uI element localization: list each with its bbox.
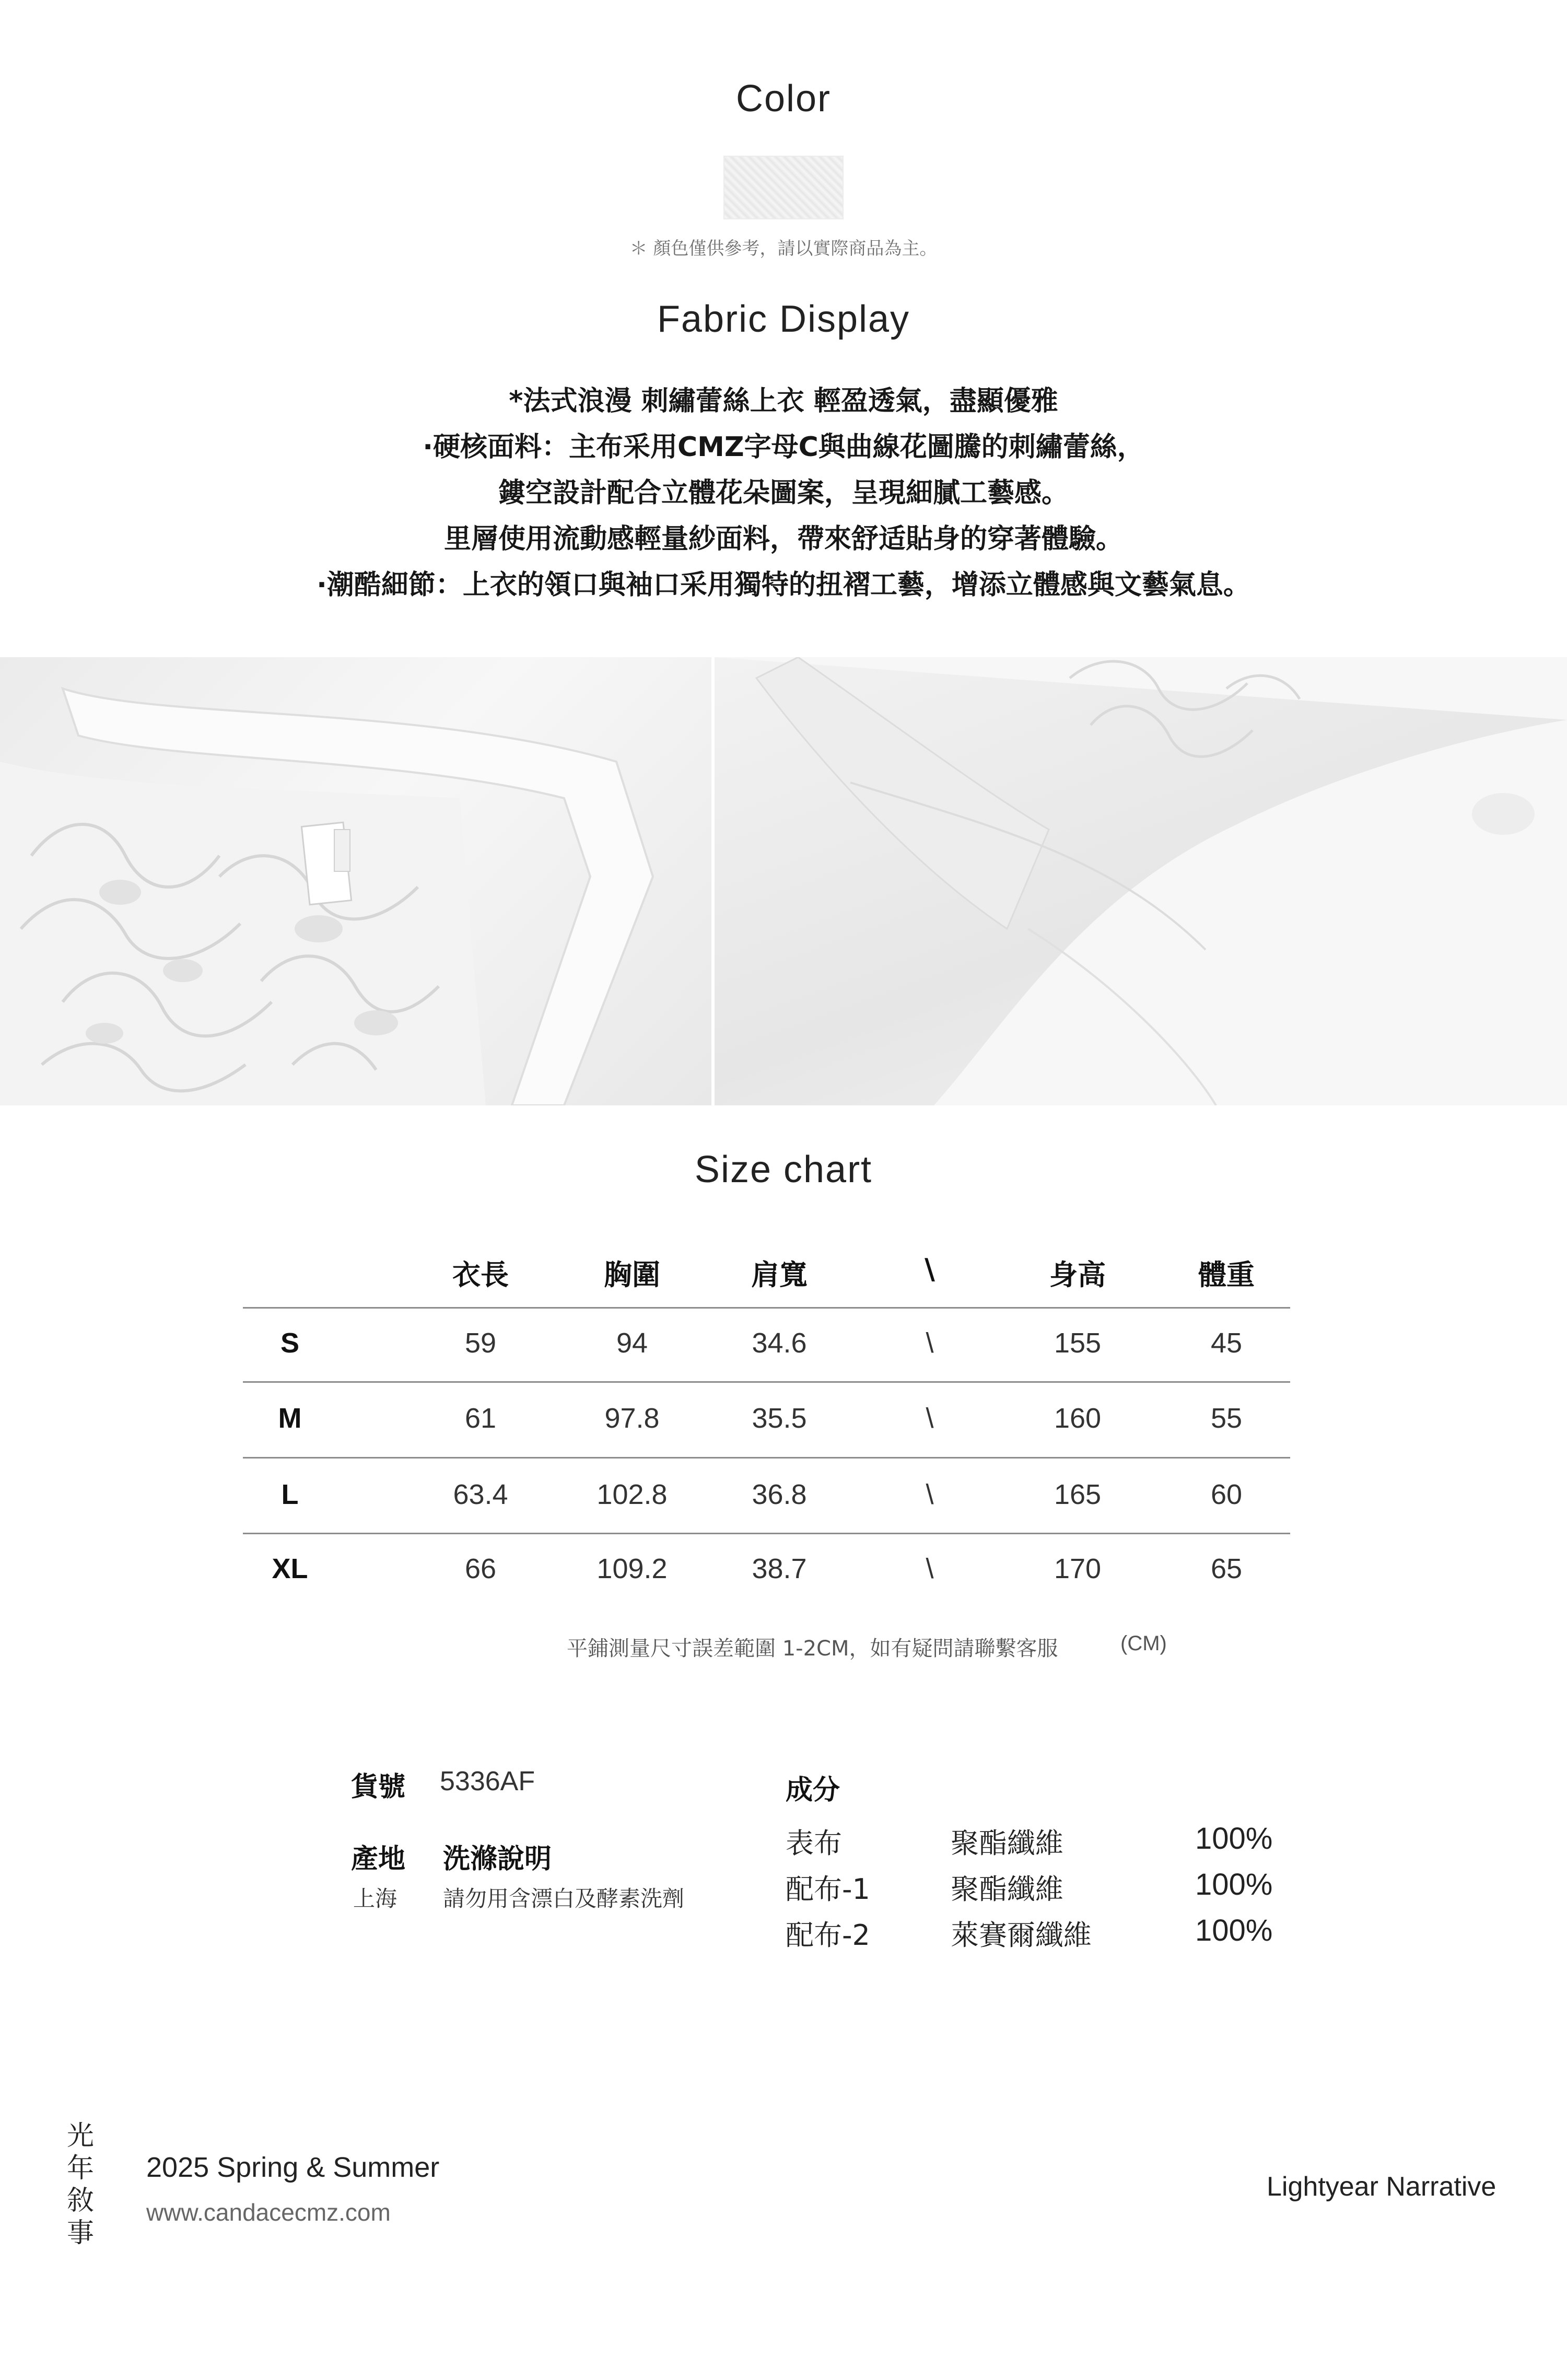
size-chart-header xyxy=(0,1253,1567,1289)
cell-shoulder: 34.6 xyxy=(752,1327,807,1359)
composition-title: 成分 xyxy=(786,1775,840,1806)
cell-height: 160 xyxy=(1054,1403,1102,1434)
sku-value: 5336AF xyxy=(440,1766,535,1796)
wash-value: 請勿用含漂白及酵素洗劑 xyxy=(443,1886,685,1911)
table-divider xyxy=(243,1381,1290,1383)
brand-vertical xyxy=(65,2120,96,2249)
size-label: L xyxy=(281,1479,299,1510)
cell-sleeve: \ xyxy=(926,1327,934,1359)
color-title: Color xyxy=(735,78,832,120)
composition-material: 聚酯纖維 xyxy=(951,1873,1063,1906)
cell-shoulder: 38.7 xyxy=(752,1553,807,1584)
brand-char: 敘 xyxy=(66,2185,94,2216)
cell-length: 66 xyxy=(464,1553,497,1584)
table-row xyxy=(0,1478,1567,1515)
brand-char: 光 xyxy=(66,2120,94,2152)
cell-sleeve: \ xyxy=(926,1553,934,1584)
fabric-line-3: 鏤空設計配合立體花朵圖案，呈現細膩工藝感。 xyxy=(498,477,1069,509)
fabric-description xyxy=(0,378,1567,608)
fabric-line-1: *法式浪漫 刺繡蕾絲上衣 輕盈透氣，盡顯優雅 xyxy=(509,386,1058,417)
table-divider xyxy=(243,1457,1290,1459)
cell-length: 61 xyxy=(464,1403,497,1434)
fabric-photo-sleeve xyxy=(715,657,1567,1105)
cell-height: 155 xyxy=(1054,1327,1102,1359)
size-chart-unit: (CM) xyxy=(1120,1632,1167,1655)
table-row xyxy=(0,1402,1567,1439)
origin-value: 上海 xyxy=(353,1886,397,1911)
fabric-title: Fabric Display xyxy=(657,298,910,340)
wash-label: 洗滌說明 xyxy=(443,1844,552,1875)
fabric-line-4: 里層使用流動感輕量紗面料，帶來舒适貼身的穿著體驗。 xyxy=(443,523,1123,555)
sku-label: 貨號 xyxy=(351,1771,406,1803)
composition-part: 配布-1 xyxy=(786,1873,870,1906)
table-divider xyxy=(243,1533,1290,1534)
cell-height: 170 xyxy=(1054,1553,1102,1584)
composition-material: 萊賽爾纖維 xyxy=(951,1919,1092,1952)
header-shoulder: 肩寬 xyxy=(751,1258,808,1291)
origin-label: 產地 xyxy=(351,1844,406,1875)
size-chart-title: Size chart xyxy=(694,1149,873,1191)
composition-percent: 100% xyxy=(1195,1868,1273,1901)
cell-sleeve: \ xyxy=(926,1403,934,1434)
fabric-photo-collar xyxy=(0,657,711,1105)
composition-part: 配布-2 xyxy=(786,1919,870,1952)
cell-weight: 45 xyxy=(1210,1327,1243,1359)
cell-sleeve: \ xyxy=(926,1479,934,1510)
fabric-line-5: ·潮酷細節：上衣的領口與袖口采用獨特的扭褶工藝，增添立體感與文藝氣息。 xyxy=(317,569,1250,601)
season-text: 2025 Spring & Summer xyxy=(146,2152,440,2183)
fabric-line-2: ·硬核面料：主布采用CMZ字母C與曲線花圖騰的刺繡蕾絲， xyxy=(423,431,1144,463)
table-divider xyxy=(243,1307,1290,1309)
cell-chest: 102.8 xyxy=(597,1479,668,1510)
cell-weight: 65 xyxy=(1210,1553,1243,1584)
website-link[interactable]: www.candacecmz.com xyxy=(146,2199,391,2226)
cell-height: 165 xyxy=(1054,1479,1102,1510)
composition-percent: 100% xyxy=(1195,1914,1273,1947)
size-label: M xyxy=(278,1403,302,1434)
cell-chest: 94 xyxy=(616,1327,648,1359)
cell-weight: 55 xyxy=(1210,1403,1243,1434)
color-note: ＊ 顏色僅供參考，請以實際商品為主。 xyxy=(629,238,938,259)
header-chest: 胸圍 xyxy=(604,1258,660,1291)
brand-char: 年 xyxy=(66,2153,94,2184)
header-weight: 體重 xyxy=(1198,1258,1255,1291)
size-label: S xyxy=(280,1327,300,1359)
cell-chest: 109.2 xyxy=(597,1553,668,1584)
brand-char: 事 xyxy=(66,2218,94,2249)
cell-chest: 97.8 xyxy=(604,1403,660,1434)
header-length: 衣長 xyxy=(452,1258,509,1291)
size-chart-note: 平鋪測量尺寸誤差範圍 1-2CM，如有疑問請聯繫客服 xyxy=(567,1637,1058,1661)
header-sleeve: \ xyxy=(925,1253,935,1286)
tagline: Lightyear Narrative xyxy=(1267,2172,1496,2202)
cell-shoulder: 36.8 xyxy=(752,1479,807,1510)
table-row xyxy=(0,1327,1567,1363)
cell-length: 59 xyxy=(464,1327,497,1359)
size-label: XL xyxy=(272,1553,308,1584)
composition-part: 表布 xyxy=(786,1827,842,1860)
composition-percent: 100% xyxy=(1195,1822,1273,1856)
cell-weight: 60 xyxy=(1210,1479,1243,1510)
composition-material: 聚酯纖維 xyxy=(951,1827,1063,1860)
header-height: 身高 xyxy=(1049,1258,1106,1291)
cell-length: 63.4 xyxy=(453,1479,508,1510)
table-row xyxy=(0,1553,1567,1589)
cell-shoulder: 35.5 xyxy=(752,1403,807,1434)
color-swatch-white[interactable] xyxy=(723,156,844,219)
